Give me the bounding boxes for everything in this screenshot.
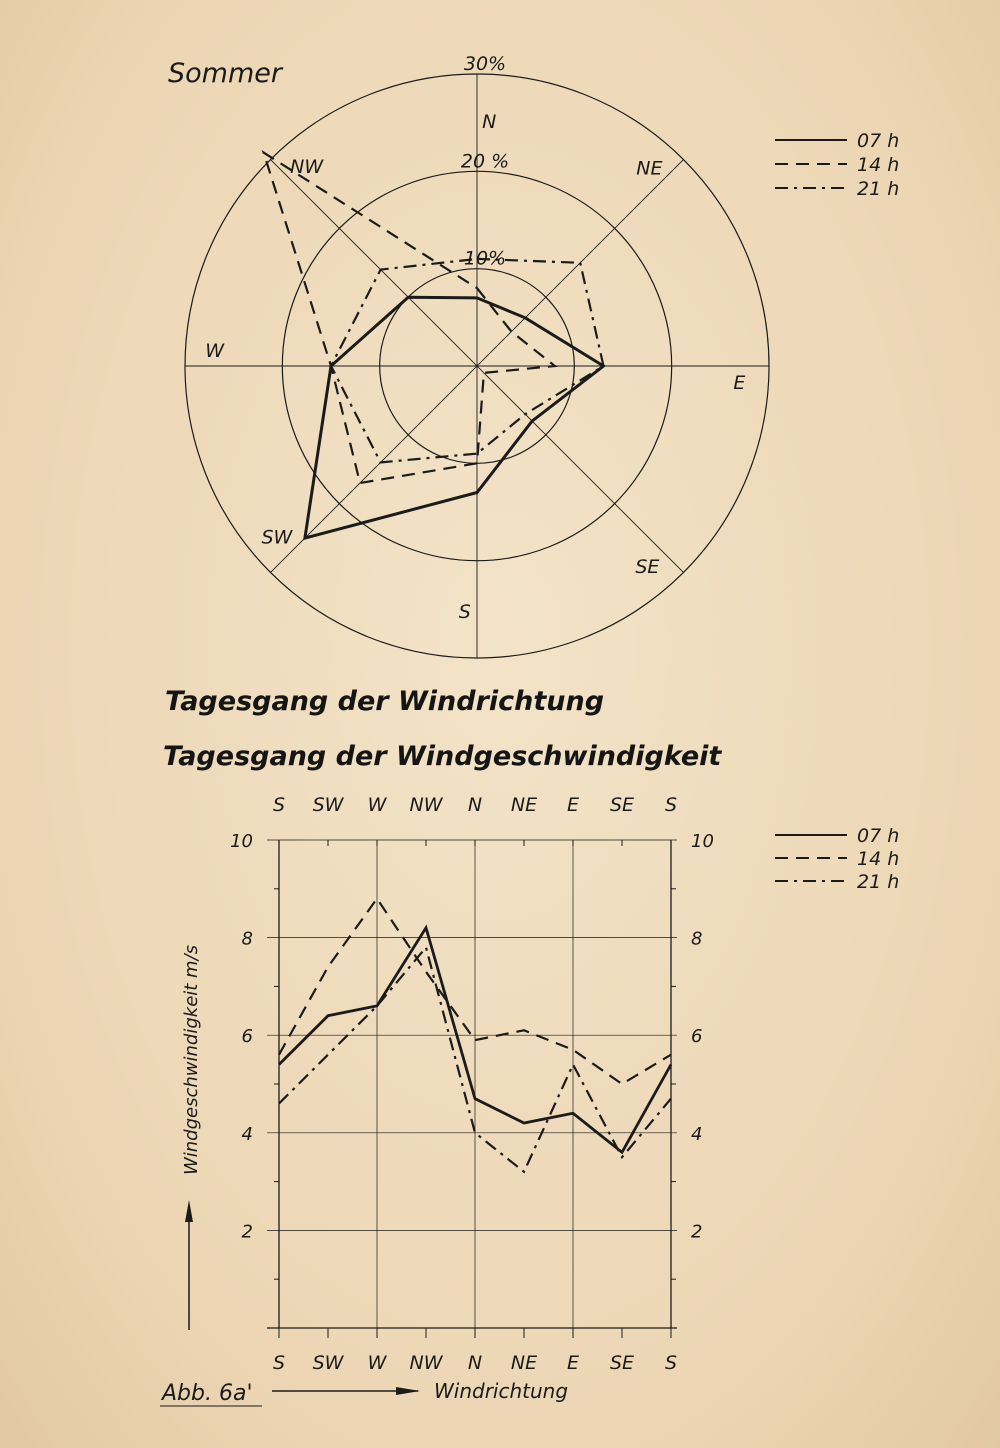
direction-label-sw: SW — [261, 526, 293, 549]
ytick-left: 10 — [230, 831, 253, 852]
xlabel-bottom: SE — [609, 1352, 635, 1374]
wind-rose-chart — [185, 53, 769, 658]
xlabel-bottom: S — [272, 1352, 286, 1374]
xlabel-top: E — [566, 794, 580, 816]
xlabel-top: NE — [510, 794, 538, 816]
ytick-left: 2 — [241, 1221, 253, 1243]
xlabel-top: NW — [409, 794, 443, 816]
direction-label-se: SE — [635, 556, 660, 579]
season-label: Sommer — [168, 58, 282, 89]
xlabel-bottom: E — [566, 1352, 580, 1374]
direction-label-n: N — [482, 111, 497, 134]
ytick-right: 2 — [691, 1221, 703, 1243]
rose-series-3 — [331, 259, 604, 463]
ytick-right: 10 — [691, 831, 714, 852]
legend-label-3: 21 h — [857, 871, 900, 893]
ytick-right: 6 — [691, 1026, 703, 1048]
xaxis-label: Windrichtung — [434, 1379, 569, 1403]
ytick-right: 8 — [691, 928, 703, 950]
xlabel-top: S — [272, 794, 286, 816]
direction-label-w: W — [205, 340, 225, 363]
wind-speed-legend — [775, 825, 899, 893]
ring-label: 20 % — [460, 150, 510, 173]
xlabel-bottom: NW — [409, 1352, 443, 1374]
legend-label-2: 14 h — [857, 154, 900, 176]
ytick-right: 4 — [691, 1123, 703, 1145]
xlabel-top: W — [367, 794, 387, 816]
title-wind-speed: Tagesgang der Windgeschwindigkeit — [163, 741, 722, 772]
xlabel-bottom: S — [664, 1352, 678, 1374]
xaxis-arrow-head — [396, 1387, 420, 1395]
xlabel-top: SE — [609, 794, 635, 816]
legend-label-1: 07 h — [857, 130, 900, 152]
ytick-left: 4 — [241, 1123, 253, 1145]
rose-series-1 — [305, 297, 604, 538]
xlabel-top: SW — [312, 794, 344, 816]
ytick-left: 8 — [241, 928, 253, 950]
direction-label-s: S — [458, 600, 471, 623]
wind-rose-legend — [775, 130, 899, 200]
direction-label-nw: NW — [290, 155, 324, 178]
legend-label-3: 21 h — [857, 178, 900, 200]
ytick-left: 6 — [241, 1026, 253, 1048]
xlabel-bottom: W — [367, 1352, 387, 1374]
yaxis-arrow-head — [185, 1200, 193, 1222]
legend-label-1: 07 h — [857, 825, 900, 847]
title-wind-direction: Tagesgang der Windrichtung — [165, 686, 605, 717]
xlabel-bottom: N — [467, 1352, 483, 1374]
ring-label: 10% — [463, 247, 507, 270]
direction-label-e: E — [733, 371, 746, 394]
legend-label-2: 14 h — [857, 848, 900, 870]
wind-speed-line-chart — [181, 794, 714, 1374]
direction-label-ne: NE — [636, 157, 663, 180]
xlabel-bottom: SW — [312, 1352, 344, 1374]
xlabel-top: N — [467, 794, 483, 816]
figure-label: Abb. 6a' — [162, 1381, 253, 1406]
xlabel-top: S — [664, 794, 678, 816]
yaxis-label: Windgeschwindigkeit m/s — [181, 944, 202, 1176]
ring-label: 30% — [463, 53, 507, 75]
xlabel-bottom: NE — [510, 1352, 538, 1374]
